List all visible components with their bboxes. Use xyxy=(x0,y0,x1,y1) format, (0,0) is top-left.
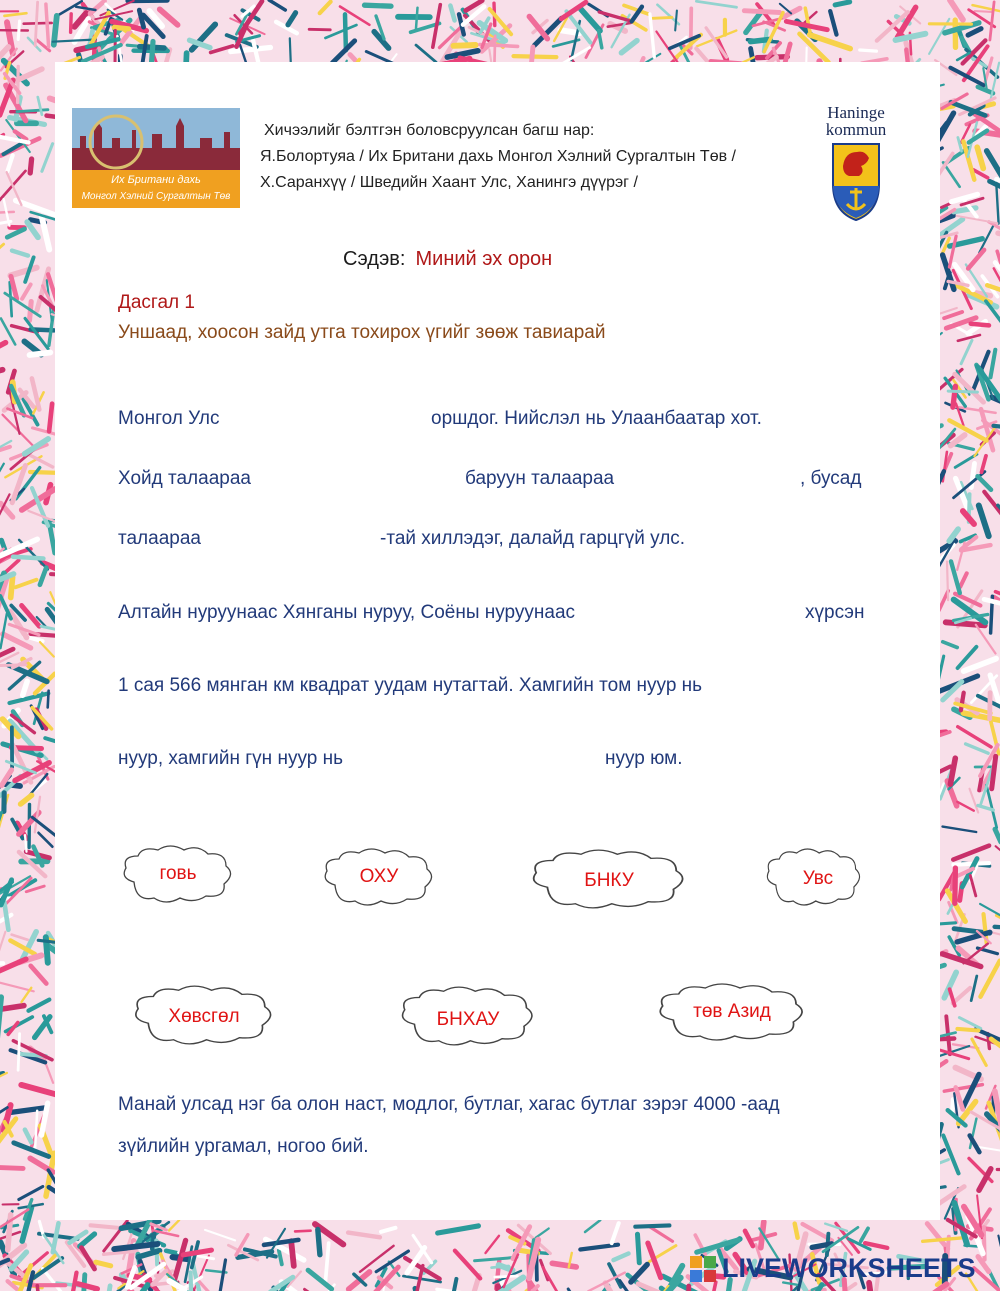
word-cloud-uvs[interactable] xyxy=(762,845,866,909)
text-4b: хүрсэн xyxy=(805,602,865,623)
uk-center-logo xyxy=(72,108,240,208)
word-cloud-oxu[interactable] xyxy=(318,845,440,909)
text-line-4 xyxy=(118,602,878,624)
text-3b: -тай хиллэдэг, далайд гарцгүй улс. xyxy=(380,528,686,549)
text-3a: талаараа xyxy=(118,528,201,549)
brand-watermark: LIVEWORKSHEETS xyxy=(722,1253,976,1283)
drop-blank-4[interactable] xyxy=(218,528,378,550)
text-2b: баруун талаараа xyxy=(465,468,615,489)
drop-blank-5[interactable] xyxy=(623,602,798,624)
haninge-name-1: Haninge xyxy=(827,103,885,122)
text-line-6 xyxy=(118,748,683,770)
liveworksheets-logo-icon xyxy=(690,1256,716,1282)
haninge-crest-icon xyxy=(831,142,881,222)
word-cloud-khuvsgul[interactable] xyxy=(128,982,280,1048)
logo-text-line1: Их Британи дахь xyxy=(111,174,201,186)
text-line-7: Манай улсад нэг ба олон наст, модлог, бутлаг, хагас бутлаг зэрэг 4000 -аад xyxy=(118,1094,780,1115)
header-line-3: Х.Саранхүү / Шведийн Хаант Улс, Ханингэ дүүрэг / xyxy=(260,174,638,191)
exercise-instruction: Уншаад, хоосон зайд утга тохирох үгийг зөөж тавиарай xyxy=(118,322,606,343)
word-label: говь xyxy=(159,863,197,884)
word-label: Увс xyxy=(802,868,834,889)
text-6b: нуур юм. xyxy=(605,748,683,769)
word-label: төв Азид xyxy=(693,1001,771,1022)
haninge-name-2: kommun xyxy=(825,120,887,139)
topic-label: Сэдэв: xyxy=(343,248,406,270)
header-line-2: Я.Болортуяа / Их Британи дахь Монгол Хэлний Сургалтын Төв / xyxy=(260,148,736,165)
text-6a: нуур, хамгийн гүн нуур нь xyxy=(118,748,343,769)
word-label: БНКУ xyxy=(584,870,634,891)
word-label: БНХАУ xyxy=(436,1009,500,1030)
topic-value: Миний эх орон xyxy=(415,248,553,270)
text-line-5: 1 сая 566 мянган км квадрат уудам нутагтай. Хамгийн том нуур нь xyxy=(118,675,703,696)
drop-blank-6[interactable] xyxy=(373,748,593,770)
text-line-2 xyxy=(118,468,878,490)
word-cloud-bnkhau[interactable] xyxy=(395,983,541,1049)
text-2c: , бусад xyxy=(800,468,862,489)
word-cloud-tuv-azid[interactable] xyxy=(652,980,812,1044)
word-cloud-bnku[interactable] xyxy=(525,846,693,912)
word-label: Хөвсгөл xyxy=(168,1006,240,1027)
haninge-logo xyxy=(808,104,904,227)
text-line-3 xyxy=(118,528,686,550)
exercise-title: Дасгал 1 xyxy=(118,292,195,313)
drop-blank-2[interactable] xyxy=(268,468,448,490)
drop-blank-3[interactable] xyxy=(638,468,798,490)
text-1b: оршдог. Нийслэл нь Улаанбаатар хот. xyxy=(431,408,762,429)
text-4a: Алтайн нуруунаас Хянганы нуруу, Соёны нуруунаас xyxy=(118,602,576,623)
header-line-1: Хичээлийг бэлтгэн боловсруулсан багш нар: xyxy=(264,122,595,139)
text-1a: Монгол Улс xyxy=(118,408,220,429)
word-cloud-govi[interactable] xyxy=(118,842,238,906)
logo-text-line2: Монгол Хэлний Сургалтын Төв xyxy=(81,191,231,202)
word-label: ОХУ xyxy=(359,866,399,887)
header-credits xyxy=(260,118,736,196)
drop-blank-1[interactable] xyxy=(318,408,424,430)
text-line-1 xyxy=(118,408,762,430)
topic xyxy=(343,248,552,271)
text-line-8: зүйлийн ургамал, ногоо бий. xyxy=(118,1136,369,1157)
text-2a: Хойд талаараа xyxy=(118,468,251,489)
